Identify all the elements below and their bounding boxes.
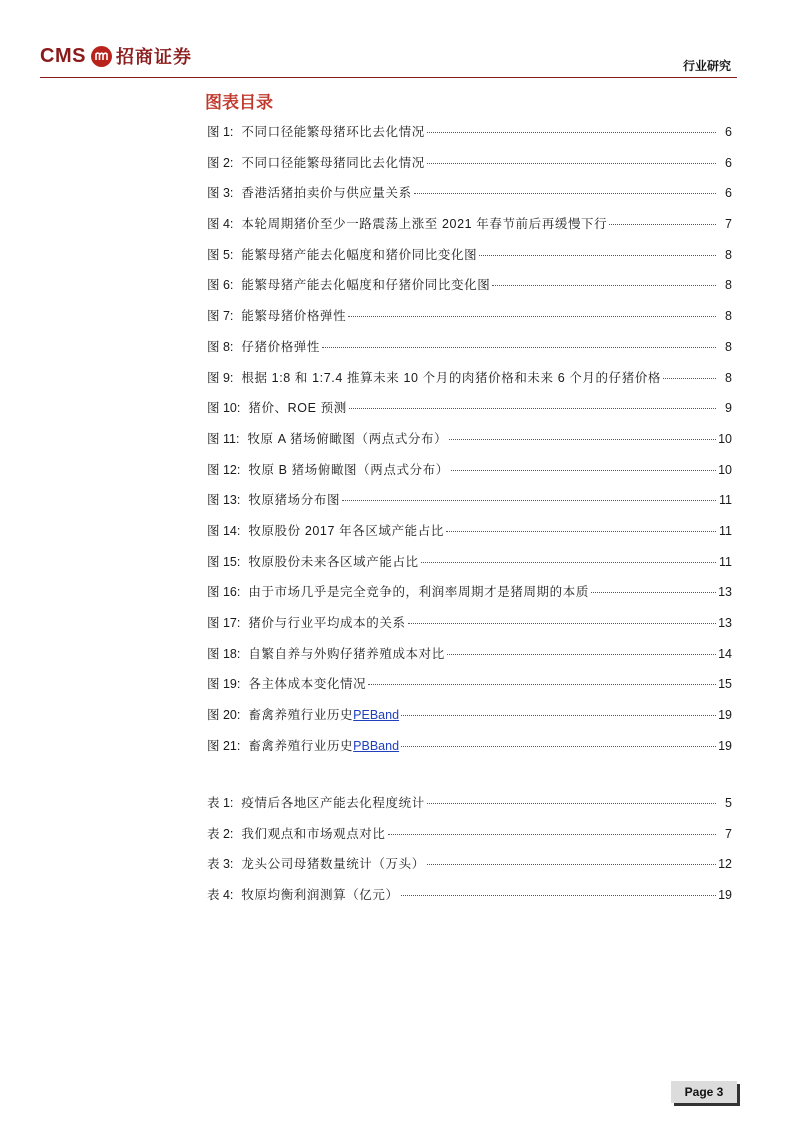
toc-entry-label: 图 7: — [207, 309, 234, 324]
toc-figure-entry[interactable] — [207, 642, 732, 673]
toc-entry-text: 能繁母猪价格弹性 — [241, 309, 347, 324]
toc-figure-entry[interactable] — [207, 427, 732, 458]
logo-cn-text: 招商证券 — [115, 47, 192, 68]
toc-figure-entry[interactable] — [207, 611, 732, 642]
toc-entry-label: 图 18: — [207, 646, 241, 661]
toc-entry-text: 猪价与行业平均成本的关系 — [248, 616, 406, 630]
toc-dot-leader — [427, 803, 716, 804]
toc-figure-entry[interactable] — [207, 151, 732, 182]
toc-entry-text: 本轮周期猪价至少一路震荡上涨至 2021 年春节前后再缓慢下行 — [241, 217, 608, 232]
toc-page-number: 19 — [718, 888, 732, 903]
toc-table-entry[interactable] — [207, 791, 732, 822]
toc-entry-label: 图 14: — [207, 523, 241, 538]
toc-entry-label: 图 1: — [207, 125, 234, 139]
toc-entry-link[interactable]: PBBand — [353, 738, 400, 753]
toc-entry-text: 能繁母猪产能去化幅度和猪价同比变化图 — [241, 247, 478, 262]
toc-dot-leader — [414, 193, 716, 194]
toc-entry-text: 牧原猪场分布图 — [248, 493, 341, 508]
toc-entry-text: 根据 1:8 和 1:7.4 推算未来 10 个月的肉猪价格和未来 6 个月的仔猪价格 — [241, 370, 662, 385]
toc-entry-label: 图 10: — [207, 401, 241, 416]
toc-dot-leader — [348, 316, 716, 317]
toc-dot-leader — [368, 684, 716, 685]
table-toc-list — [207, 791, 732, 914]
toc-page-number: 7 — [725, 826, 732, 841]
toc-entry-label: 表 3: — [207, 857, 234, 872]
toc-page-number: 13 — [718, 585, 732, 600]
cms-logo — [40, 44, 192, 68]
toc-figure-entry[interactable] — [207, 212, 732, 243]
toc-entry-label: 图 9: — [207, 370, 234, 385]
toc-page-number: 19 — [718, 738, 732, 753]
report-type-label: 行业研究 — [682, 59, 731, 73]
figure-toc-list — [207, 120, 732, 764]
toc-entry-label: 图 21: — [207, 738, 241, 753]
toc-figure-entry[interactable] — [207, 396, 732, 427]
toc-page-number: 8 — [725, 309, 732, 324]
toc-dot-leader — [479, 255, 716, 256]
toc-dot-leader — [401, 895, 716, 896]
toc-figure-entry[interactable] — [207, 273, 732, 304]
toc-figure-entry[interactable] — [207, 734, 732, 765]
page-number-box: Page 3 — [671, 1081, 737, 1103]
toc-figure-entry[interactable] — [207, 519, 732, 550]
toc-dot-leader — [449, 439, 716, 440]
toc-entry-text: 仔猪价格弹性 — [241, 339, 321, 354]
toc-entry-text: 牧原均衡利润测算（亿元） — [241, 888, 399, 903]
toc-page-number: 8 — [725, 247, 732, 262]
toc-figure-entry[interactable] — [207, 120, 732, 151]
header-divider — [40, 77, 737, 78]
toc-table-entry[interactable] — [207, 883, 732, 914]
toc-dot-leader — [492, 285, 716, 286]
toc-dot-leader — [446, 531, 716, 532]
toc-figure-entry[interactable] — [207, 335, 732, 366]
toc-page-number: 11 — [719, 554, 732, 569]
toc-dot-leader — [408, 623, 716, 624]
toc-figure-entry[interactable] — [207, 550, 732, 581]
toc-entry-label: 表 2: — [207, 826, 234, 841]
logo-text: CMS — [40, 44, 86, 67]
toc-entry-label: 图 15: — [207, 554, 241, 569]
toc-entry-label: 图 11: — [207, 431, 240, 446]
toc-figure-entry[interactable] — [207, 181, 732, 212]
toc-page-number: 8 — [725, 339, 732, 354]
toc-entry-text: 畜禽养殖行业历史 — [248, 708, 354, 723]
toc-entry-text: 由于市场几乎是完全竞争的，利润率周期才是猪周期的本质 — [248, 585, 589, 600]
toc-dot-leader — [609, 224, 716, 225]
toc-figure-entry[interactable] — [207, 366, 732, 397]
toc-figure-entry[interactable] — [207, 304, 732, 335]
toc-entry-text: 畜禽养殖行业历史 — [248, 738, 354, 753]
toc-entry-label: 图 17: — [207, 616, 241, 630]
toc-page-number: 11 — [719, 523, 732, 538]
toc-dot-leader — [421, 562, 716, 563]
toc-entry-label: 图 19: — [207, 677, 241, 692]
toc-entry-text: 牧原 B 猪场俯瞰图（两点式分布） — [248, 462, 449, 477]
toc-entry-label: 图 13: — [207, 493, 241, 508]
toc-entry-text: 牧原 A 猪场俯瞰图（两点式分布） — [247, 431, 448, 446]
toc-entry-text: 猪价、ROE 预测 — [248, 401, 347, 416]
toc-entry-label: 表 1: — [207, 796, 234, 810]
toc-dot-leader — [451, 470, 716, 471]
toc-entry-label: 图 5: — [207, 247, 234, 262]
toc-page-number: 12 — [718, 857, 732, 872]
toc-figure-entry[interactable] — [207, 243, 732, 274]
toc-entry-text: 能繁母猪产能去化幅度和仔猪价同比变化图 — [241, 278, 491, 293]
toc-dot-leader — [401, 746, 716, 747]
toc-page-number: 15 — [718, 677, 732, 692]
toc-dot-leader — [342, 500, 716, 501]
page-header — [0, 0, 793, 80]
toc-figure-entry[interactable] — [207, 488, 732, 519]
toc-page-number: 8 — [725, 370, 732, 385]
toc-entry-label: 图 2: — [207, 155, 234, 170]
toc-dot-leader — [427, 864, 716, 865]
toc-dot-leader — [663, 378, 716, 379]
toc-dot-leader — [447, 654, 716, 655]
toc-table-entry[interactable] — [207, 822, 732, 853]
toc-entry-text: 不同口径能繁母猪环比去化情况 — [241, 125, 425, 139]
toc-dot-leader — [591, 592, 716, 593]
toc-dot-leader — [401, 715, 716, 716]
toc-figure-entry[interactable] — [207, 672, 732, 703]
toc-entry-text: 我们观点和市场观点对比 — [241, 826, 386, 841]
toc-entry-label: 图 16: — [207, 585, 241, 600]
toc-entry-text: 不同口径能繁母猪同比去化情况 — [241, 155, 425, 170]
toc-page-number: 19 — [718, 708, 732, 723]
toc-entry-label: 表 4: — [207, 888, 234, 903]
toc-page-number: 14 — [718, 646, 732, 661]
toc-entry-text: 香港活猪拍卖价与供应量关系 — [241, 186, 412, 201]
toc-page-number: 13 — [718, 616, 732, 630]
toc-title: 图表目录 — [205, 93, 273, 112]
toc-entry-label: 图 20: — [207, 708, 241, 723]
toc-page-number: 10 — [718, 462, 732, 477]
toc-figure-entry[interactable] — [207, 703, 732, 734]
toc-page-number: 5 — [725, 796, 732, 810]
toc-page-number: 7 — [725, 217, 732, 232]
toc-figure-entry[interactable] — [207, 458, 732, 489]
toc-dot-leader — [388, 834, 716, 835]
toc-entry-text: 龙头公司母猪数量统计（万头） — [241, 857, 425, 872]
toc-entry-link[interactable]: PEBand — [353, 708, 400, 723]
toc-page-number: 6 — [725, 155, 732, 170]
toc-dot-leader — [427, 163, 716, 164]
toc-dot-leader — [427, 132, 716, 133]
toc-page-number: 6 — [725, 186, 732, 201]
toc-dot-leader — [349, 408, 716, 409]
toc-entry-text: 牧原股份 2017 年各区域产能占比 — [248, 523, 444, 538]
toc-figure-entry[interactable] — [207, 580, 732, 611]
toc-entry-label: 图 4: — [207, 217, 234, 232]
toc-entry-label: 图 3: — [207, 186, 234, 201]
toc-entry-text: 疫情后各地区产能去化程度统计 — [241, 796, 425, 810]
toc-page-number: 11 — [719, 493, 732, 508]
toc-page-number: 6 — [725, 125, 732, 139]
toc-entry-label: 图 8: — [207, 339, 234, 354]
toc-entry-label: 图 12: — [207, 462, 241, 477]
toc-page-number: 9 — [725, 401, 732, 416]
toc-table-entry[interactable] — [207, 852, 732, 883]
toc-dot-leader — [322, 347, 716, 348]
toc-page-number: 8 — [725, 278, 732, 293]
toc-entry-text: 各主体成本变化情况 — [248, 677, 367, 692]
toc-entry-text: 自繁自养与外购仔猪养殖成本对比 — [248, 646, 445, 661]
toc-page-number: 10 — [718, 431, 732, 446]
toc-entry-text: 牧原股份未来各区域产能占比 — [248, 554, 419, 569]
logo-emblem-icon — [91, 46, 112, 67]
toc-entry-label: 图 6: — [207, 278, 234, 293]
